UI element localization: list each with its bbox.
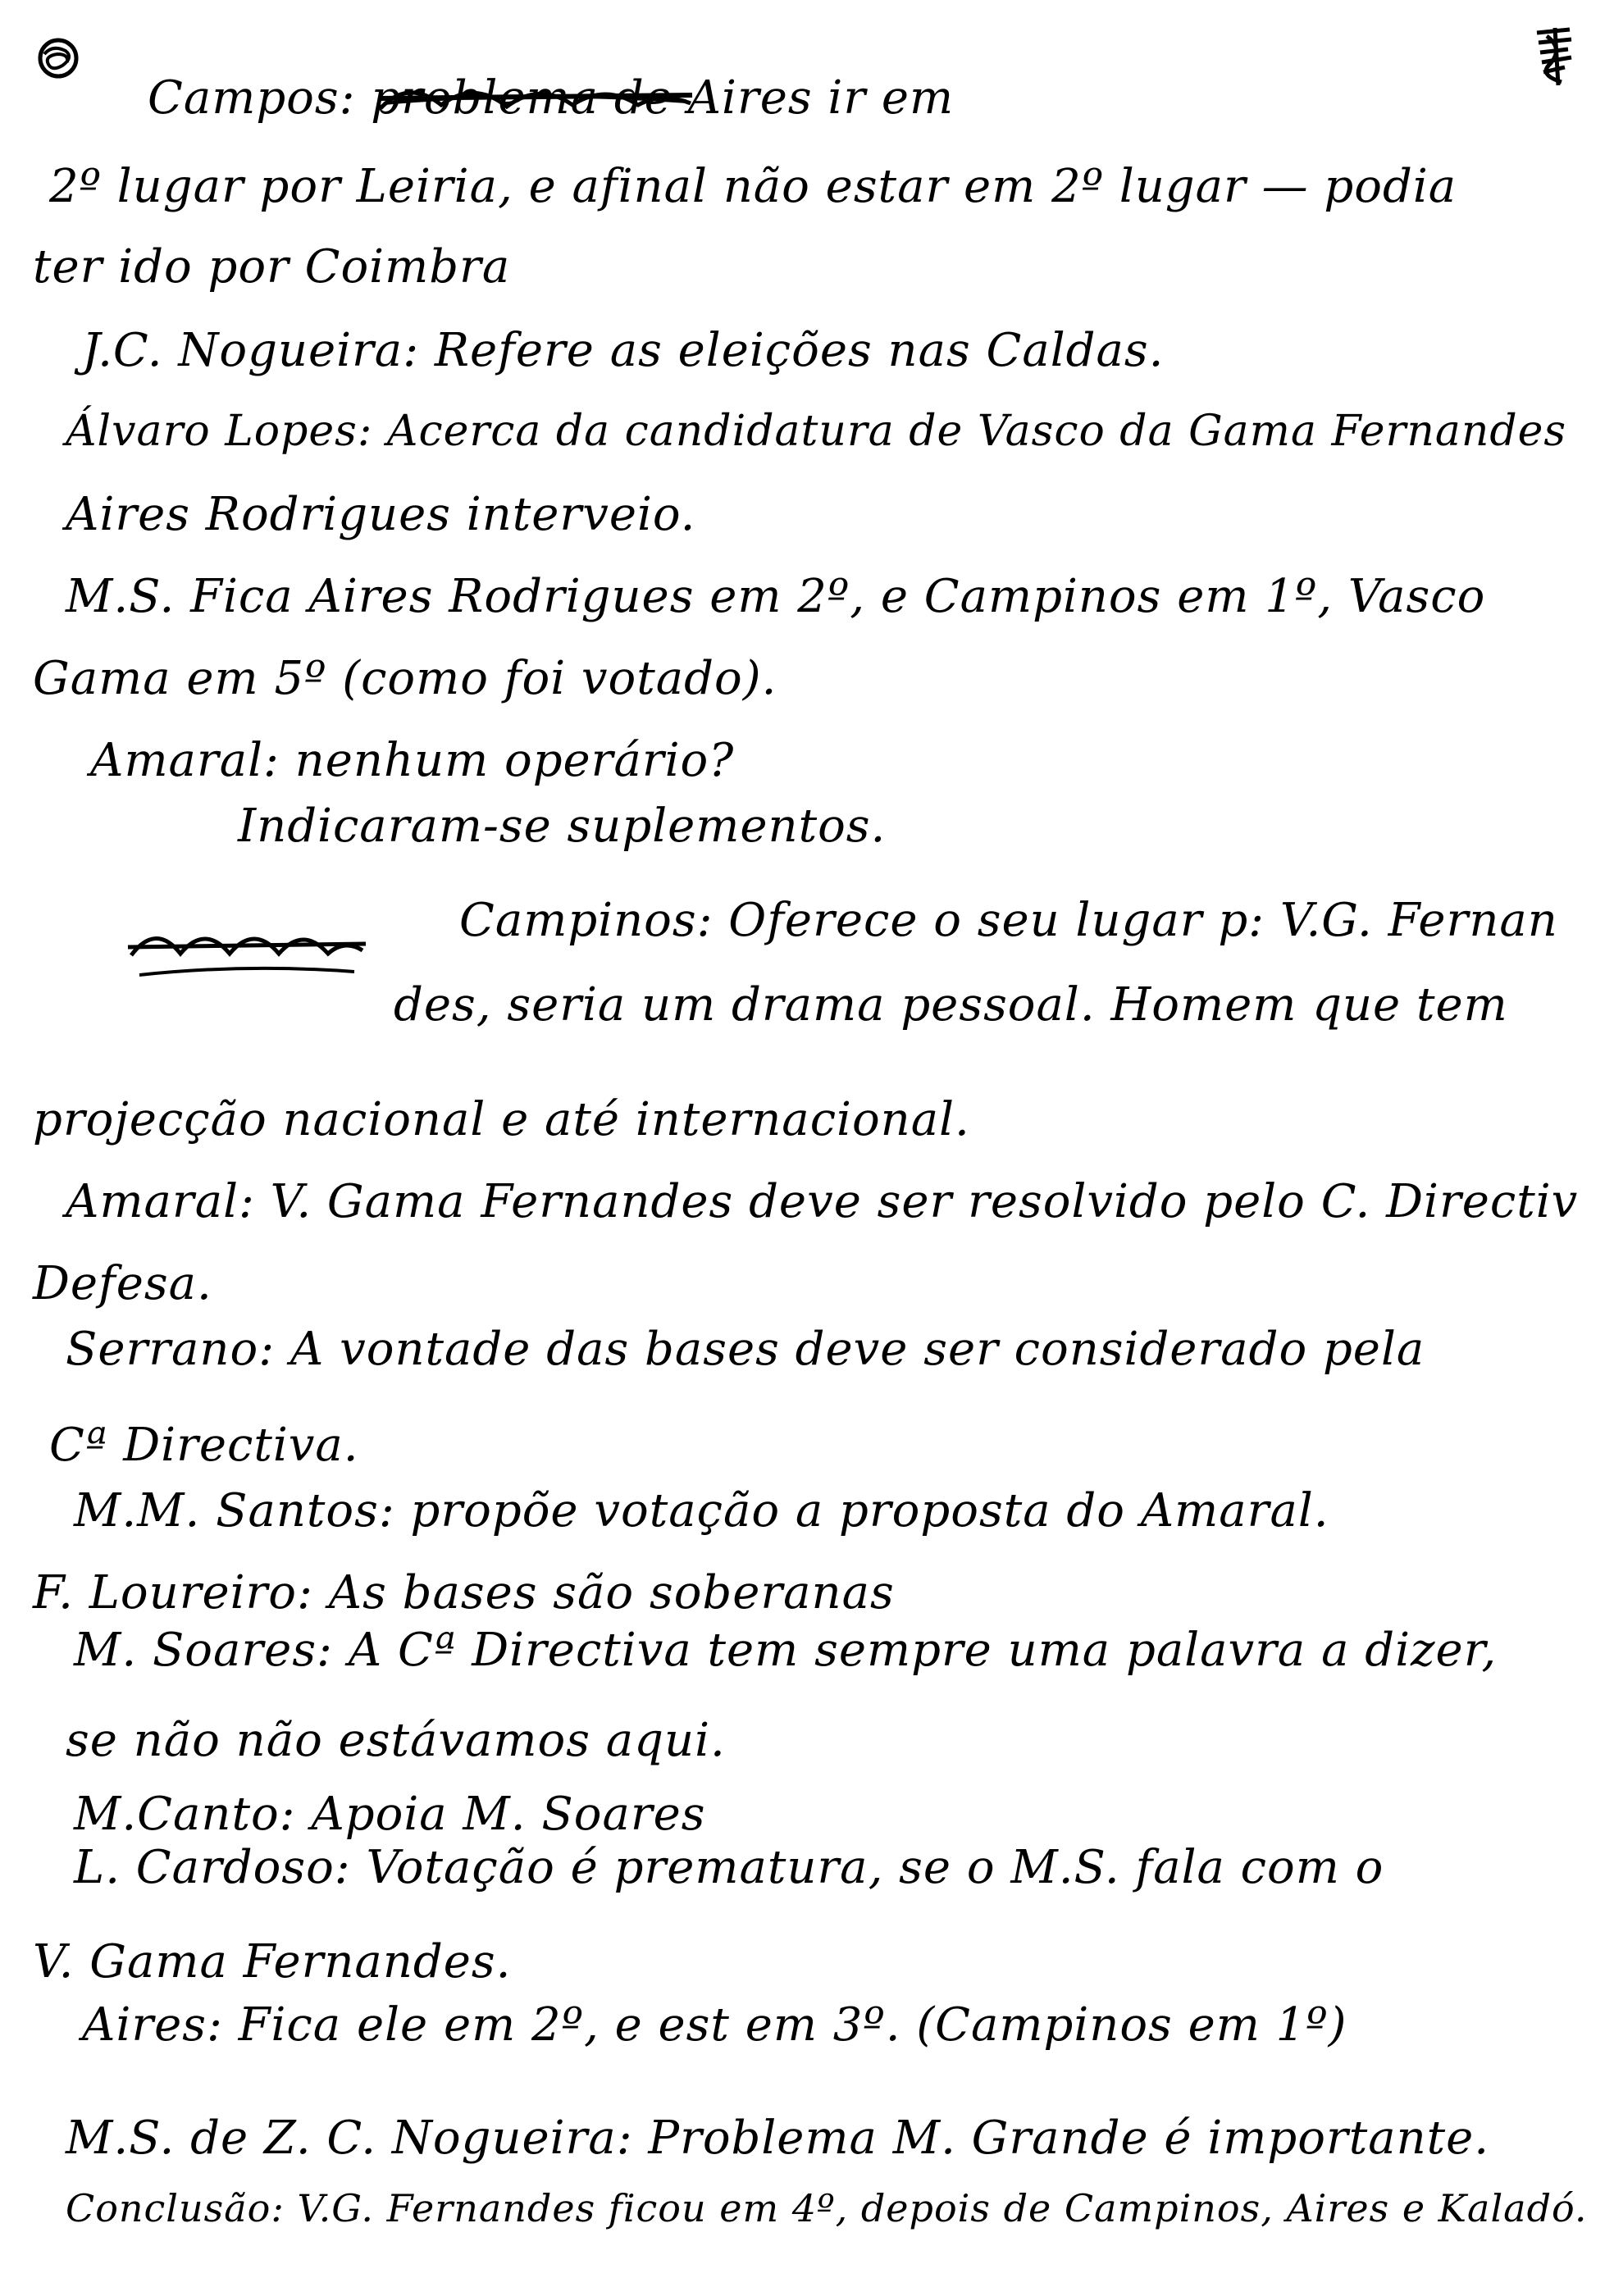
note-line: des, seria um drama pessoal. Homem que tem [394,978,1508,1032]
note-line: ter ido por Coimbra [33,240,511,294]
note-line: M.S. Fica Aires Rodrigues em 2º, e Campinos em 1º, Vasco [66,570,1486,623]
note-line: M.M. Santos: propõe votação a proposta do Amaral. [74,1484,1329,1538]
scribbled-circle-mark-icon [33,33,84,84]
note-line: M.S. de Z. C. Nogueira: Problema M. Grande é importante. [66,2112,1490,2165]
note-line: M.Canto: Apoia M. Soares [74,1788,706,1841]
scribbled-corner-mark-icon [1532,25,1578,89]
note-line: Campinos: Oferece o seu lugar p: V.G. Fernan [459,894,1558,947]
note-line: 2º lugar por Leiria, e afinal não estar em 2º lugar — podia [49,160,1457,213]
note-line: Cª Directiva. [49,1419,359,1472]
note-line: projecção nacional e até internacional. [33,1093,970,1146]
note-line: Amaral: nenhum operário? [90,734,735,787]
note-line: Aires Rodrigues interveio. [66,488,696,541]
note-line: se não não estávamos aqui. [66,1714,726,1767]
note-line: L. Cardoso: Votação é prematura, se o M.S. fala com o [74,1841,1384,1894]
note-line: M. Soares: A Cª Directiva tem sempre uma palavra a dizer, [74,1624,1498,1677]
note-line: F. Loureiro: As bases são soberanas [33,1566,895,1620]
note-line: Campos: problema de Aires ir em [148,71,955,125]
note-line: Conclusão: V.G. Fernandes ficou em 4º, depois de Campinos, Aires e Kaladó. [66,2186,1588,2230]
note-line: Gama em 5º (como foi votado). [33,652,777,705]
note-line: J.C. Nogueira: Refere as eleições nas Caldas. [82,324,1165,377]
note-line: Defesa. [33,1257,212,1310]
note-line: Indicaram-se suplementos. [238,800,887,853]
note-line: V. Gama Fernandes. [33,1935,512,1988]
crossed-out-word-icon [123,914,369,988]
note-line: Amaral: V. Gama Fernandes deve ser resolvido pelo C. Directiv [66,1175,1579,1228]
note-line: Aires: Fica ele em 2º, e est em 3º. (Campinos em 1º) [82,1998,1347,2052]
note-line: Álvaro Lopes: Acerca da candidatura de Vasco da Gama Fernandes [66,407,1567,456]
note-line: Serrano: A vontade das bases deve ser considerado pela [66,1323,1425,1376]
